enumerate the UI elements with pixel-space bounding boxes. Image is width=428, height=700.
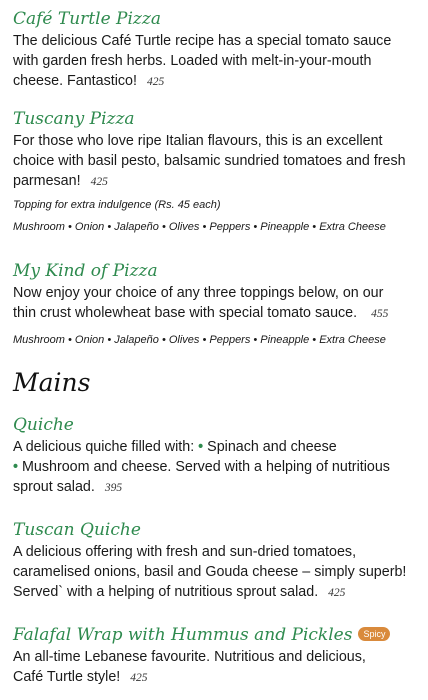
desc-line: thin crust wholewheat base with special tomato sauce.	[13, 305, 358, 321]
menu-item-tuscan-quiche	[13, 520, 420, 603]
item-description	[13, 283, 420, 324]
desc-line: Served` with a helping of nutritious sprout salad.	[13, 584, 319, 600]
desc-line: Mushroom and cheese. Served with a helping of nutritious	[18, 459, 390, 475]
desc-line: parmesan!	[13, 173, 81, 189]
desc-line: For those who love ripe Italian flavours, this is an excellent	[13, 133, 383, 149]
item-title	[13, 625, 420, 645]
desc-line: Now enjoy your choice of any three toppings below, on our	[13, 285, 384, 301]
item-description	[13, 31, 420, 92]
menu-item-cafe-turtle-pizza	[13, 9, 420, 92]
desc-line: choice with basil pesto, balsamic sundried tomatoes and fresh	[13, 153, 406, 169]
item-description	[13, 437, 420, 498]
item-price: 425	[130, 672, 148, 684]
item-description	[13, 131, 420, 192]
item-title: Café Turtle Pizza	[13, 9, 161, 29]
bullet: •	[198, 439, 204, 455]
menu-item-falafal-wrap	[13, 625, 420, 688]
item-title-text: Falafal Wrap with Hummus and Pickles	[13, 625, 353, 645]
toppings-list: Mushroom • Onion • Jalapeño • Olives • Peppers • Pineapple • Extra Cheese	[13, 334, 386, 346]
desc-line: caramelised onions, basil and Gouda cheese – simply superb!	[13, 564, 407, 580]
menu-item-quiche	[13, 415, 420, 498]
topping-note: Topping for extra indulgence (Rs. 45 each)	[13, 199, 221, 211]
item-description	[13, 542, 420, 603]
item-description	[13, 647, 420, 688]
item-title: Quiche	[13, 415, 74, 435]
item-title: My Kind of Pizza	[13, 261, 158, 281]
menu-item-tuscany-pizza	[13, 109, 420, 192]
desc-line: An all-time Lebanese favourite. Nutritious and delicious,	[13, 649, 366, 665]
spicy-badge: Spicy	[358, 627, 390, 641]
item-price: 455	[371, 308, 389, 320]
item-title: Tuscan Quiche	[13, 520, 141, 540]
toppings-list: Mushroom • Onion • Jalapeño • Olives • Peppers • Pineapple • Extra Cheese	[13, 221, 386, 233]
desc-line: Café Turtle style!	[13, 669, 121, 685]
desc-line: with garden fresh herbs. Loaded with melt-in-your-mouth	[13, 53, 372, 69]
item-price: 425	[328, 587, 346, 599]
menu-item-my-kind-of-pizza	[13, 261, 420, 324]
desc-line: A delicious quiche filled with:	[13, 439, 199, 455]
item-price: 425	[90, 176, 108, 188]
desc-line: The delicious Café Turtle recipe has a special tomato sauce	[13, 33, 392, 49]
item-price: 395	[104, 482, 123, 494]
desc-line: sprout salad.	[13, 479, 95, 495]
item-price: 425	[146, 76, 165, 88]
desc-line: cheese. Fantastico!	[13, 73, 137, 89]
section-heading-mains: Mains	[13, 368, 91, 397]
desc-line: Spinach and cheese	[203, 439, 337, 455]
item-title: Tuscany Pizza	[13, 109, 135, 129]
bullet: •	[13, 459, 19, 475]
desc-line: A delicious offering with fresh and sun-dried tomatoes,	[13, 544, 357, 560]
